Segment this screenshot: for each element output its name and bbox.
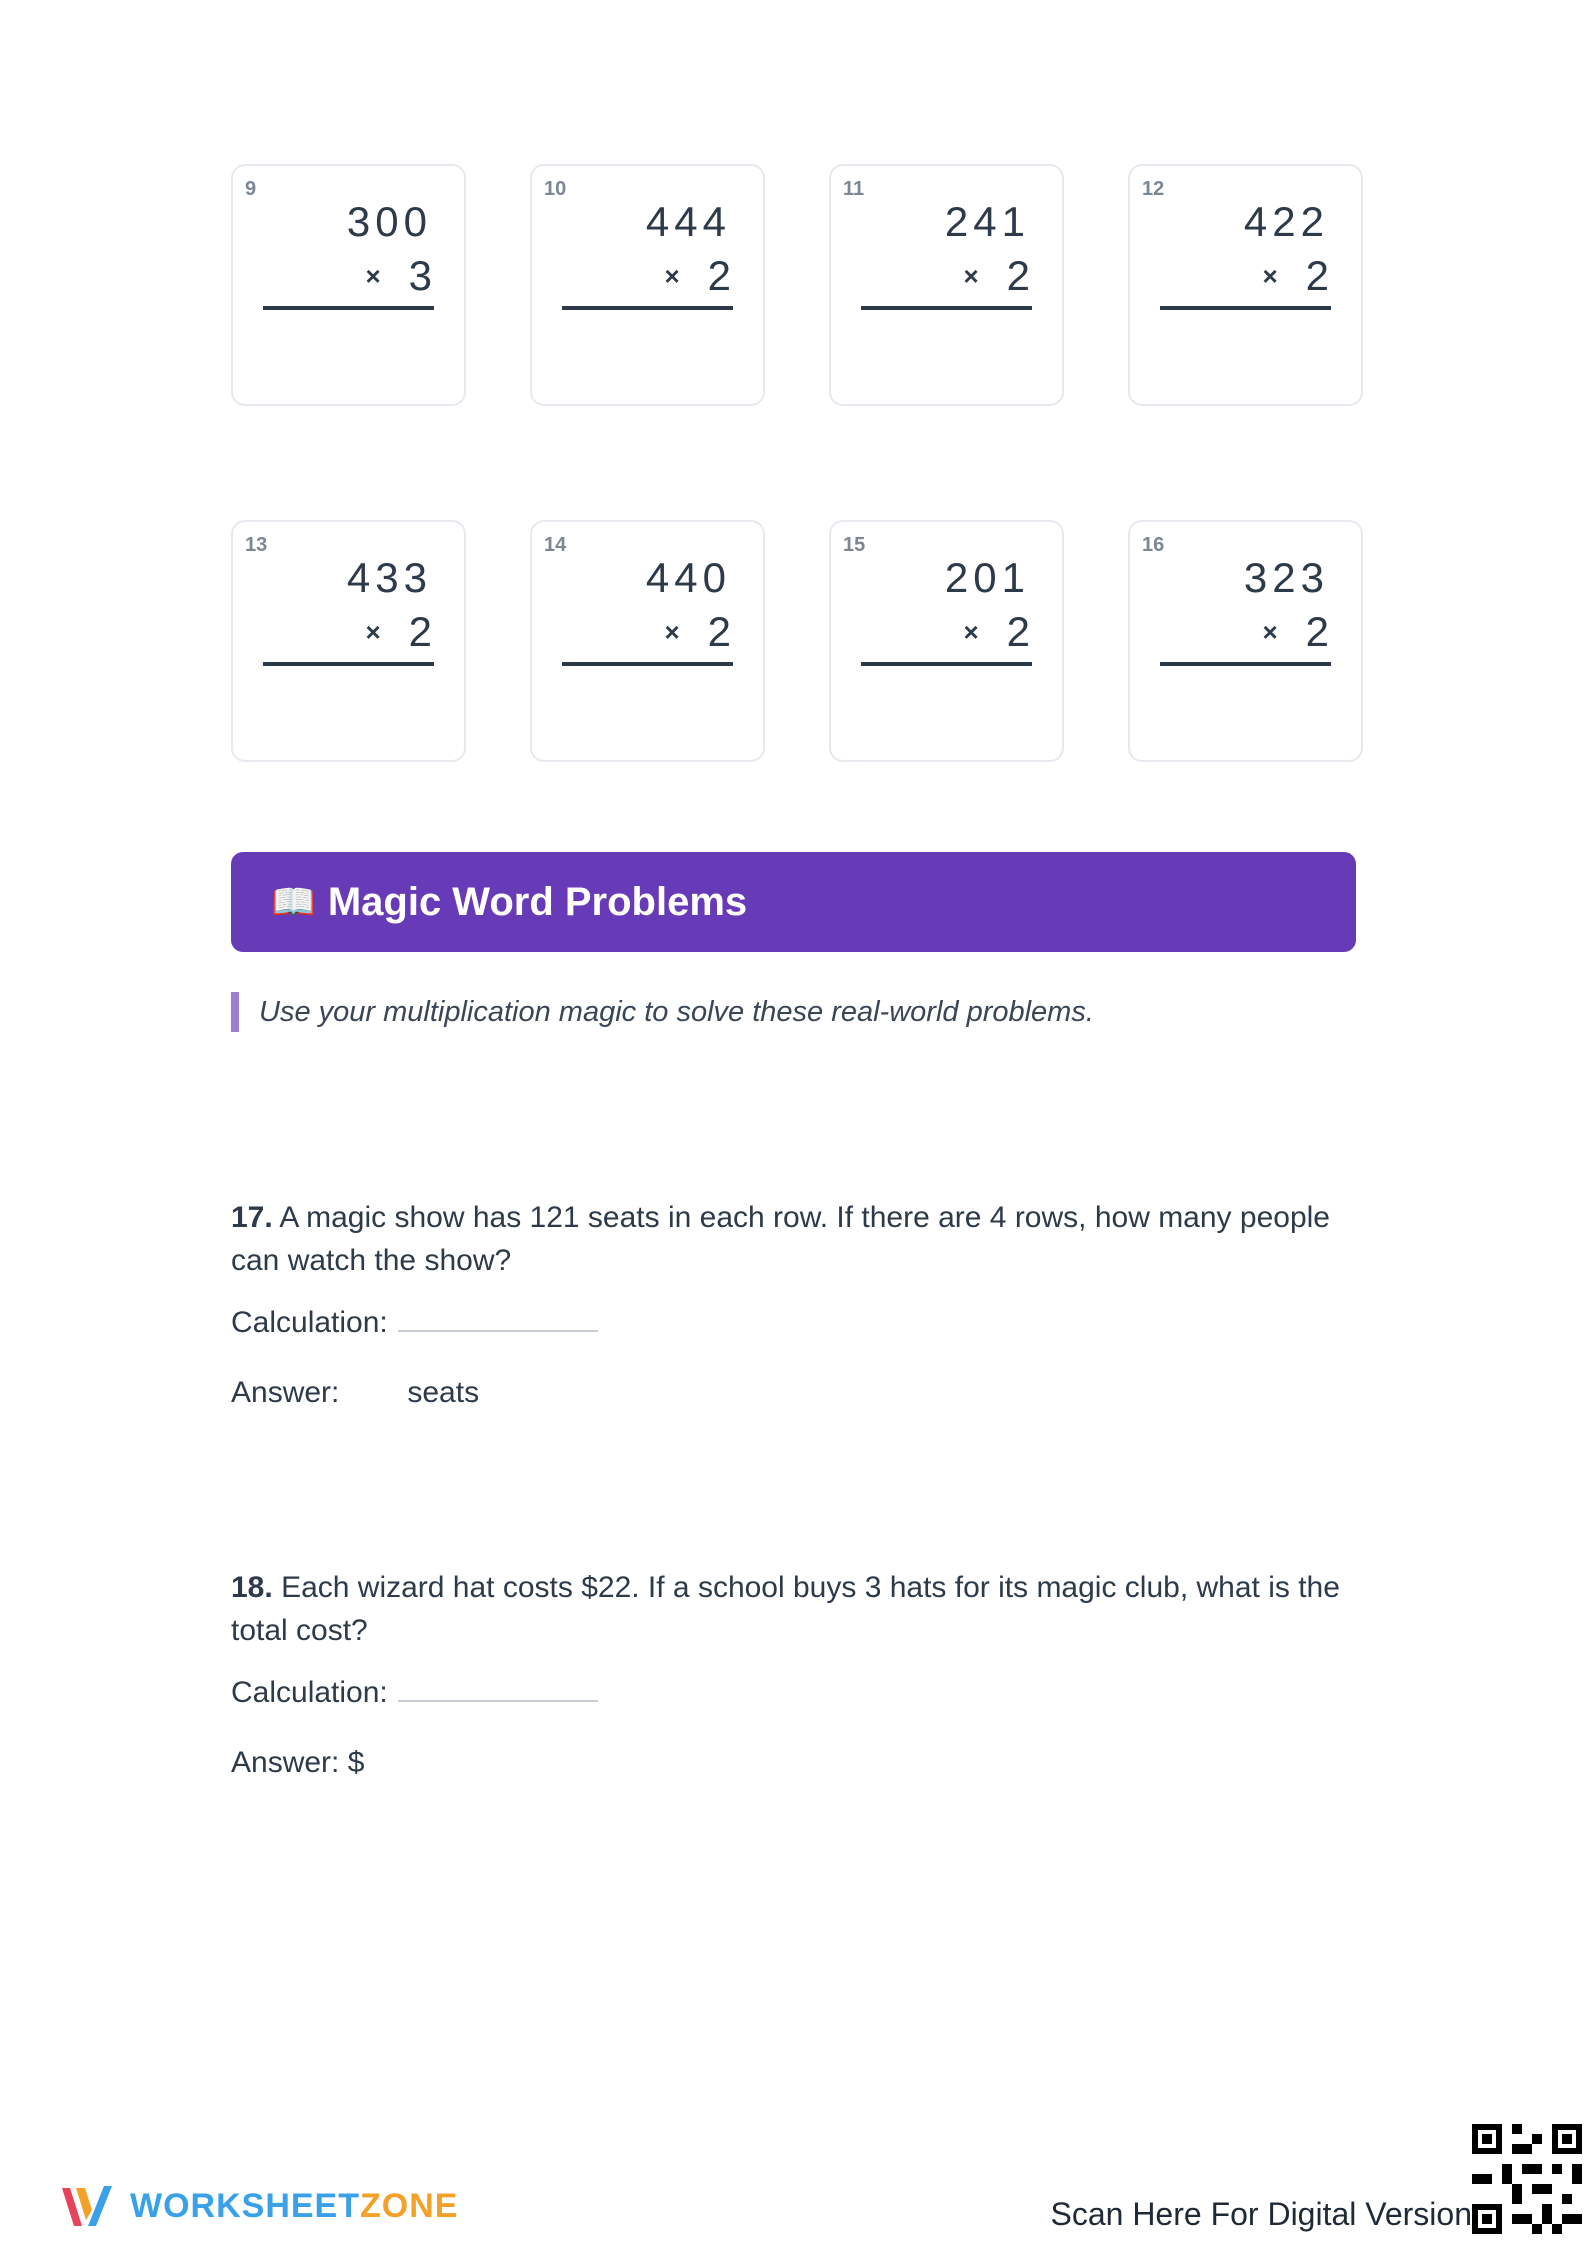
multiply-sign: × <box>664 260 680 291</box>
answer-row <box>231 1376 479 1410</box>
instruction-note <box>231 992 1094 1032</box>
section-title: Magic Word Problems <box>327 879 748 924</box>
answer-line <box>861 662 1032 666</box>
problem-number: 14 <box>544 534 567 556</box>
answer-row <box>231 1746 364 1780</box>
section-banner <box>231 852 1356 952</box>
problem-card <box>530 164 765 406</box>
book-icon: 📖 <box>271 881 316 922</box>
word-problem-text: A magic show has 121 seats in each row. If there are 4 rows, how many people can watch the show? <box>231 1201 1330 1277</box>
word-problem-number: 17. <box>231 1201 273 1234</box>
multiplier: 2 <box>1006 608 1030 655</box>
multiplicand: 241 <box>944 198 1030 245</box>
multiplier-row <box>963 252 1030 300</box>
problem-card <box>231 164 466 406</box>
multiplier-row <box>1262 608 1329 656</box>
answer-label: Answer: <box>231 1376 340 1409</box>
answer-line <box>861 306 1032 310</box>
multiplier-row <box>365 252 432 300</box>
multiplier: 3 <box>408 252 432 299</box>
multiplier-row <box>365 608 432 656</box>
answer-line <box>562 306 733 310</box>
calculation-label: Calculation: <box>231 1306 388 1339</box>
scan-instruction: Scan Here For Digital Version <box>1050 2196 1472 2232</box>
word-problem-text: Each wizard hat costs $22. If a school buys 3 hats for its magic club, what is the total cost? <box>231 1571 1340 1647</box>
multiplicand: 300 <box>346 198 432 245</box>
brand-name: WORKSHEETZONE <box>130 2186 459 2225</box>
word-problem <box>231 1566 1361 1652</box>
multiply-sign: × <box>664 616 680 647</box>
word-problem-number: 18. <box>231 1571 273 1604</box>
multiplicand: 422 <box>1243 198 1329 245</box>
answer-line <box>263 662 434 666</box>
multiplier: 2 <box>707 608 731 655</box>
problem-number: 13 <box>245 534 268 556</box>
multiplicand: 201 <box>944 554 1030 601</box>
instruction-text: Use your multiplication magic to solve these real-world problems. <box>259 995 1094 1028</box>
multiplicand: 433 <box>346 554 432 601</box>
problem-number: 11 <box>843 178 865 200</box>
answer-line <box>1160 662 1331 666</box>
qr-code-icon[interactable] <box>1472 2124 1582 2234</box>
multiply-sign: × <box>1262 616 1278 647</box>
multiplier: 2 <box>1305 608 1329 655</box>
problem-card <box>1128 164 1363 406</box>
multiplicand: 444 <box>645 198 731 245</box>
calculation-blank[interactable] <box>398 1700 598 1702</box>
multiplier: 2 <box>1305 252 1329 299</box>
problem-number: 16 <box>1142 534 1165 556</box>
answer-label: Answer: $ <box>231 1746 365 1779</box>
logo-mark-icon <box>58 2180 116 2232</box>
problem-number: 10 <box>544 178 567 200</box>
multiplier-row <box>1262 252 1329 300</box>
answer-line <box>1160 306 1331 310</box>
multiply-sign: × <box>365 260 381 291</box>
multiplier-row <box>664 608 731 656</box>
word-problem <box>231 1196 1361 1282</box>
problem-number: 9 <box>245 178 257 200</box>
problem-card <box>530 520 765 762</box>
answer-unit: seats <box>407 1376 480 1409</box>
answer-line <box>562 662 733 666</box>
problem-card <box>829 164 1064 406</box>
calculation-row <box>231 1676 598 1710</box>
multiplicand: 323 <box>1243 554 1329 601</box>
problem-card <box>829 520 1064 762</box>
worksheetzone-logo[interactable] <box>58 2180 458 2232</box>
multiplier: 2 <box>408 608 432 655</box>
calculation-row <box>231 1306 598 1340</box>
calculation-blank[interactable] <box>398 1330 598 1332</box>
problem-card <box>231 520 466 762</box>
problem-number: 12 <box>1142 178 1165 200</box>
problem-card <box>1128 520 1363 762</box>
multiply-sign: × <box>365 616 381 647</box>
multiplier: 2 <box>1006 252 1030 299</box>
multiply-sign: × <box>963 616 979 647</box>
multiplicand: 440 <box>645 554 731 601</box>
multiplier-row <box>963 608 1030 656</box>
note-accent-bar <box>231 992 239 1032</box>
answer-line <box>263 306 434 310</box>
calculation-label: Calculation: <box>231 1676 388 1709</box>
multiplier-row <box>664 252 731 300</box>
problem-number: 15 <box>843 534 866 556</box>
multiplier: 2 <box>707 252 731 299</box>
multiply-sign: × <box>963 260 979 291</box>
multiply-sign: × <box>1262 260 1278 291</box>
